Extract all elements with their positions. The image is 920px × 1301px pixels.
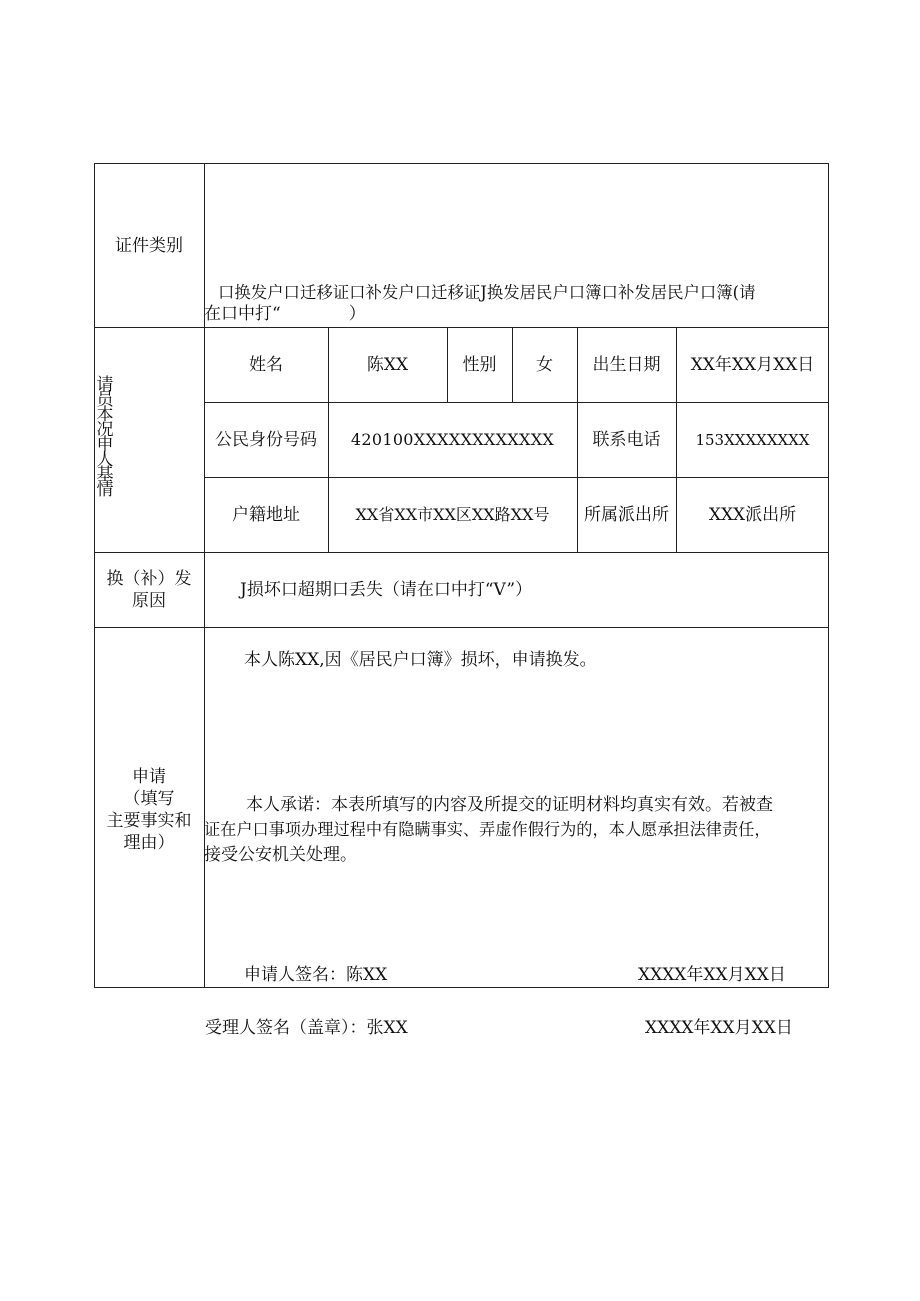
- cert-type-label: 证件类别: [115, 236, 183, 256]
- address-value: XX省XX市XX区XX路XX号: [355, 504, 550, 524]
- birth-date-label: 出生日期: [592, 354, 661, 375]
- id-number-value: 420100XXXXXXXXXXXX: [350, 429, 555, 449]
- receiver-signature: 受理人签名（盖章）：张XX: [205, 1018, 408, 1038]
- reason-label-line2: 原因: [132, 590, 166, 611]
- address-label: 户籍地址: [232, 504, 300, 525]
- phone-label: 联系电话: [592, 429, 661, 450]
- name-value: 陈XX: [366, 354, 409, 375]
- birth-date-value: XX年XX月XX日: [690, 354, 815, 375]
- receiver-date: XXXX年XX月XX日: [645, 1018, 793, 1038]
- police-station-label: 所属派出所: [584, 504, 669, 525]
- applicant-section-label: 请员本况申人基情: [96, 375, 114, 500]
- gender-value: 女: [536, 354, 553, 375]
- reason-label: [94, 552, 204, 627]
- name-label: 姓名: [249, 354, 283, 375]
- applicant-signature: 申请人签名：陈XX: [244, 965, 388, 985]
- application-statement: 本人陈XX,因《居民户口簿》损坏，申请换发。: [244, 650, 597, 670]
- application-label: [94, 760, 204, 860]
- application-label-line2: （填写: [123, 789, 175, 809]
- reason-options: J损坏口超期口丢失（请在口中打“V”）: [240, 580, 533, 600]
- gender-label: 性别: [462, 354, 497, 375]
- application-label-line1: 申请: [132, 767, 166, 787]
- reason-label-line1: 换（补）发: [106, 568, 192, 589]
- cert-type-options-line1: 口换发户口迁移证口补发户口迁移证J换发居民户口簿口补发居民户口簿(请: [218, 283, 756, 302]
- promise-line2: 证在户口事项办理过程中有隐瞒事实、弄虚作假行为的，本人愿承担法律责任，: [204, 820, 771, 839]
- police-station-value: XXX派出所: [708, 504, 797, 525]
- cert-type-options-line2: 在口中打“ ）: [204, 304, 366, 324]
- promise-line3: 接受公安机关处理。: [204, 845, 357, 865]
- phone-value: 153XXXXXXXX: [695, 430, 810, 449]
- promise-line1: 本人承诺：本表所填写的内容及所提交的证明材料均真实有效。若被查: [246, 795, 773, 815]
- application-label-line4: 理由）: [123, 833, 175, 853]
- applicant-signature-date: XXXX年XX月XX日: [638, 965, 786, 985]
- application-label-line3: 主要事实和: [106, 811, 192, 831]
- id-number-label: 公民身份号码: [215, 429, 317, 450]
